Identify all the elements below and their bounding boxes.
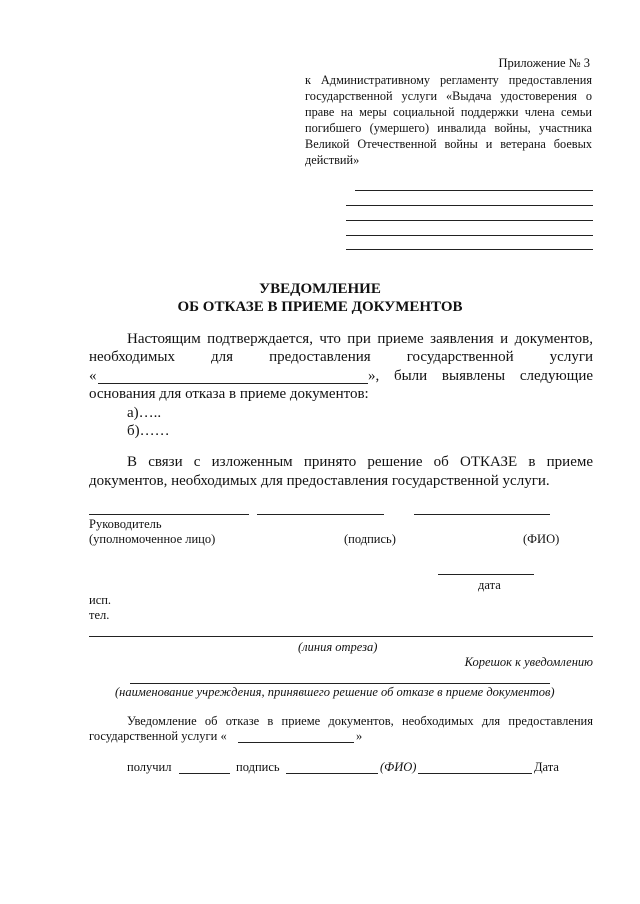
addressee-line-1[interactable]	[355, 190, 593, 191]
stub-date-label: Дата	[534, 760, 559, 774]
stub-fio-label: (ФИО)	[380, 760, 417, 774]
signature-caption: (подпись)	[344, 532, 396, 546]
head-label: Руководитель	[89, 517, 162, 531]
fio-caption: (ФИО)	[523, 532, 560, 546]
appendix-reference: к Административному регламенту предоставления государственной услуги «Выдача удостоверения о праве на меры социальной поддержки члена семьи погибшего (умершего) инвалида войны, участника Великой Отечественной войны и ветерана боевых действий»	[305, 73, 592, 167]
stub-service-name-field[interactable]	[238, 742, 354, 743]
service-quote-open: «	[89, 368, 97, 384]
organization-caption: (наименование учреждения, принявшего решение об отказе в приеме документов)	[115, 685, 555, 699]
addressee-line-3[interactable]	[346, 220, 593, 221]
stub-text-line-2-end: »	[356, 729, 363, 743]
stub-title: Корешок к уведомлению	[464, 655, 593, 669]
addressee-line-5[interactable]	[346, 249, 593, 250]
cut-line-caption: (линия отреза)	[298, 640, 378, 654]
head-position-field[interactable]	[89, 514, 249, 515]
cut-line	[89, 636, 593, 637]
paragraph-1-line-1: Настоящим подтверждается, что при приеме заявления и документов,	[127, 331, 593, 347]
stub-signature-label: подпись	[236, 760, 280, 774]
reason-item-a: а)…..	[127, 405, 162, 421]
head-fio-field[interactable]	[414, 514, 550, 515]
addressee-line-4[interactable]	[346, 235, 593, 236]
paragraph-1-line-4: основания для отказа в приеме документов:	[89, 386, 369, 402]
phone-label: тел.	[89, 608, 110, 622]
stub-fio-field[interactable]	[418, 773, 532, 774]
paragraph-2-line-1: В связи с изложенным принято решение об ОТКАЗЕ в приеме	[127, 454, 593, 470]
organization-name-field[interactable]	[130, 683, 550, 684]
notice-title-line-1: УВЕДОМЛЕНИЕ	[259, 281, 381, 297]
stub-text-line-1: Уведомление об отказе в приеме документов, необходимых для предоставления	[127, 714, 593, 728]
received-label: получил	[127, 760, 172, 774]
service-name-field[interactable]	[98, 383, 368, 384]
reason-item-b: б)……	[127, 423, 170, 439]
paragraph-2-line-2: документов, необходимых для предоставления государственной услуги.	[89, 473, 550, 489]
received-field[interactable]	[179, 773, 230, 774]
appendix-number: Приложение № 3	[498, 56, 590, 70]
head-signature-field[interactable]	[257, 514, 384, 515]
executor-label: исп.	[89, 593, 112, 607]
stub-signature-field[interactable]	[286, 773, 378, 774]
paragraph-1-line-2: необходимых для предоставления государственной услуги	[89, 349, 593, 365]
notice-title-line-2: ОБ ОТКАЗЕ В ПРИЕМЕ ДОКУМЕНТОВ	[177, 299, 463, 315]
stub-text-line-2-start: государственной услуги «	[89, 729, 227, 743]
date-caption: дата	[478, 578, 501, 592]
head-sublabel: (уполномоченное лицо)	[89, 532, 216, 546]
date-field[interactable]	[438, 574, 534, 575]
paragraph-1-line-3-end: », были выявлены следующие	[368, 368, 593, 384]
addressee-line-2[interactable]	[346, 205, 593, 206]
